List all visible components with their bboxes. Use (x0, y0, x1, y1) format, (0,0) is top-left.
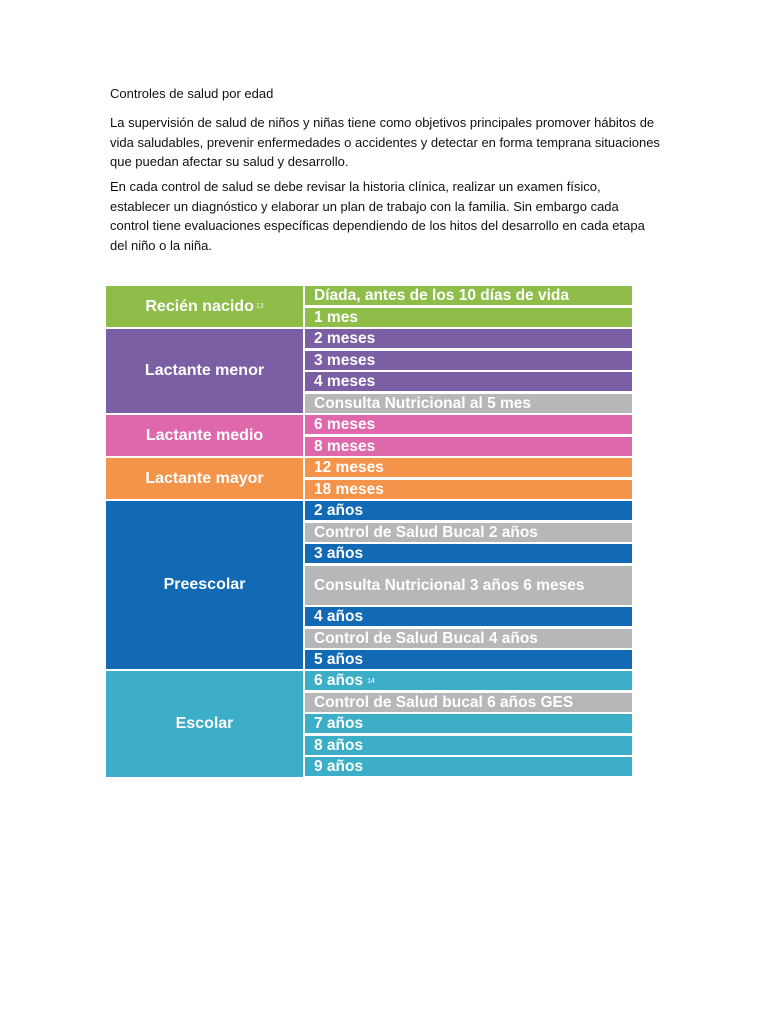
table-row: 3 meses (305, 351, 632, 370)
category-lactante-medio: Lactante medio (106, 415, 303, 456)
health-control-table (106, 286, 633, 778)
table-row: 8 meses (305, 437, 632, 456)
table-row: Control de Salud bucal 6 años GES (305, 693, 632, 712)
table-row: 18 meses (305, 480, 632, 499)
category-escolar: Escolar (106, 671, 303, 777)
table-row: 9 años (305, 757, 632, 776)
table-row: 2 meses (305, 329, 632, 348)
table-row: 4 meses (305, 372, 632, 391)
table-row: Control de Salud Bucal 2 años (305, 523, 632, 542)
table-row: 1 mes (305, 308, 632, 327)
table-row: 6 años 14 (305, 671, 632, 690)
category-lactante-mayor: Lactante mayor (106, 458, 303, 499)
category-lactante-menor: Lactante menor (106, 329, 303, 413)
table-row: 4 años (305, 607, 632, 626)
intro-paragraph: La supervisión de salud de niños y niñas tiene como objetivos principales promover hábitos de vida saludables, prevenir enfermedades o accidentes y detectar en forma temprana situaciones que puedan afectar su salud y desarrollo. (110, 115, 660, 169)
table-row: 2 años (305, 501, 632, 520)
body-paragraph: En cada control de salud se debe revisar la historia clínica, realizar un examen físico, establecer un diagnóstico y elaborar un plan de trabajo con la familia. Sin embargo cada control tiene evaluaciones específicas dependiendo de los hitos del desarrollo en cada etapa del niño o la niña. (110, 179, 645, 253)
table-row: 8 años (305, 736, 632, 755)
category-recien-nacido: Recién nacido 13 (106, 286, 303, 327)
table-row: Control de Salud Bucal 4 años (305, 629, 632, 648)
table-row: 6 meses (305, 415, 632, 434)
table-row: Díada, antes de los 10 días de vida (305, 286, 632, 305)
table-row: Consulta Nutricional 3 años 6 meses (305, 566, 632, 605)
table-row: 3 años (305, 544, 632, 563)
table-row: 5 años (305, 650, 632, 669)
category-preescolar: Preescolar (106, 501, 303, 669)
table-row: 7 años (305, 714, 632, 733)
page-title: Controles de salud por edad (110, 86, 274, 101)
table-row: Consulta Nutricional al 5 mes (305, 394, 632, 413)
table-row: 12 meses (305, 458, 632, 477)
